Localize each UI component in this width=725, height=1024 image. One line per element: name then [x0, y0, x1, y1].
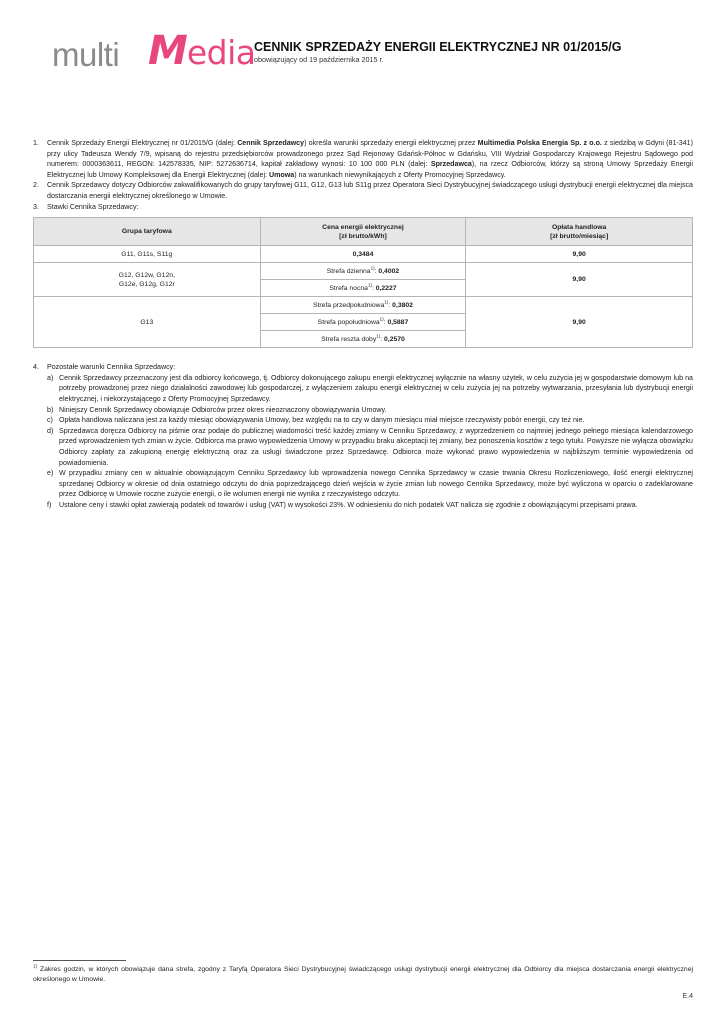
row1-price — [260, 246, 466, 263]
separator: : — [380, 335, 385, 343]
list-item-text: W przypadku zmiany cen w aktualnie obowiązującym Cenniku Sprzedawcy lub wprowadzenia nowego Cennika Sprzedawcy w czasie trwania Okresu Rozliczeniowego, ilość energii elektrycznej sprzedanej Odbiorcy w okresie od dnia ostatniego odczytu do dnia poprzedzającego dzień wejścia w życie zmian lub nowego Cennika Sprzedawcy, może być wyliczona w oparciu o zadeklarowane przez Odbiorcę w Umowie roczne zużycie energii, o ile wolumen energii nie wynika z rzeczywistego odczytu. — [59, 469, 693, 499]
footnote-marker: 1) — [370, 265, 375, 271]
row3-zone2 — [260, 314, 466, 331]
section-2-number: 2. — [33, 181, 39, 190]
header-energy-price — [260, 218, 466, 246]
logo-text-edia: edia — [186, 33, 256, 72]
section-2-text: Cennik Sprzedawcy dotyczy Odbiorców zakwalifikowanych do grupy taryfowej G11, G12, G13 lub S11g przez Operatora Sieci Dystrybucyjnej świadczącego usługi dystrybucji energii elektrycznej dla miejsca dostarczania energii elektrycznej określonego w Umowie. — [47, 181, 693, 200]
row2-zone2 — [260, 280, 466, 297]
list-item-text: Cennik Sprzedawcy przeznaczony jest dla odbiorcy końcowego, tj. Odbiorcy dokonującego zakupu energii elektrycznej wyłącznie na własny użytek, w celu zużycia jej w gospodarstwie domowym lub na potrzeby prowadzonej przez niego działalności zawodowej lub gospodarczej, z wyłączeniem zakupu energii elektrycznej w celu zużycia jej na potrzeby wytwarzania, przesyłania lub dystrybucji energii elektrycznej, i niekorzystającego z Oferty Promocyjnej Sprzedawcy. — [59, 373, 693, 403]
row3-fee-value: 9,90 — [572, 318, 586, 326]
row2-zone1-label: Strefa dzienna — [326, 267, 371, 275]
row3-zone1-value: 0,3802 — [392, 301, 413, 309]
separator: : — [388, 301, 393, 309]
separator: : — [374, 267, 379, 275]
table-row — [34, 297, 693, 314]
footnote-divider — [33, 960, 126, 961]
section-1-bold-sprzedawca: Sprzedawca — [430, 160, 472, 169]
section-1-text-a: Cennik Sprzedaży Energii Elektrycznej nr 01/2015/G (dalej: — [47, 139, 238, 147]
list-item-letter: d) — [47, 426, 54, 435]
row2-fee — [466, 263, 693, 297]
row2-zone2-value: 0,2227 — [375, 284, 397, 292]
footnote — [33, 965, 693, 985]
row3-zone3 — [260, 331, 466, 348]
footnote-marker: 1) — [384, 299, 389, 305]
section-4-number: 4. — [33, 363, 39, 372]
list-item — [47, 405, 693, 416]
row2-zone1-value: 0,4002 — [378, 267, 400, 275]
footnote-number: 1) — [33, 963, 38, 969]
list-item-letter: b) — [47, 405, 54, 414]
logo-text-multi: multi — [52, 36, 120, 73]
logo-text-media — [148, 28, 255, 74]
list-item — [47, 500, 693, 511]
section-1 — [33, 138, 693, 180]
list-item-letter: f) — [47, 500, 52, 509]
list-item-letter: c) — [47, 416, 53, 425]
table-row — [34, 263, 693, 280]
row3-zone1-label: Strefa przedpołudniowa — [312, 301, 385, 309]
list-item-text: Ustalone ceny i stawki opłat zawierają podatek od towarów i usług (VAT) w wysokości 23%. W odniesieniu do nich podatek VAT nalicza się zgodnie z obowiązującymi przepisami prawa. — [59, 500, 638, 509]
section-3 — [33, 202, 693, 213]
list-item-letter: e) — [47, 469, 54, 478]
header-tariff-group: Grupa taryfowa — [34, 218, 261, 246]
row2-zone1 — [260, 263, 466, 280]
footnote-marker: 1) — [367, 282, 372, 288]
document-title: CENNIK SPRZEDAŻY ENERGII ELEKTRYCZNEJ NR 01/2015/G — [254, 40, 622, 54]
section-3-text: Stawki Cennika Sprzedawcy: — [47, 202, 139, 211]
separator: : — [383, 318, 388, 326]
row1-price-value: 0,3484 — [352, 250, 374, 258]
row3-zone2-label: Strefa popołudniowa — [317, 318, 380, 326]
document-body — [33, 138, 693, 510]
footnote-marker: 1) — [376, 333, 381, 339]
list-item — [47, 468, 693, 500]
row2-zone2-label: Strefa nocna — [329, 284, 368, 292]
header-energy-price-line2: [zł brutto/kWh] — [339, 232, 387, 240]
section-1-text-e: ) na warunkach niewynikających z Oferty Promocyjnej Sprzedawcy. — [294, 170, 506, 179]
section-2 — [33, 180, 693, 201]
row3-zone2-value: 0,5887 — [387, 318, 409, 326]
row3-group: G13 — [34, 297, 261, 348]
section-1-bold-cennik: Cennik Sprzedawcy — [237, 139, 305, 147]
header-trade-fee-line2: [zł brutto/miesiąc] — [550, 232, 609, 240]
header-trade-fee — [466, 218, 693, 246]
page-number: E.4 — [682, 993, 693, 1000]
row1-fee — [466, 246, 693, 263]
row3-zone3-label: Strefa reszta doby — [321, 335, 377, 343]
document-subtitle: obowiązujący od 19 października 2015 r. — [254, 55, 384, 64]
list-item-letter: a) — [47, 373, 54, 382]
section-1-number: 1. — [33, 139, 39, 147]
row2-group-line1: G12, G12w, G12n, — [118, 271, 175, 279]
header-trade-fee-line1: Opłata handlowa — [551, 223, 607, 231]
row3-zone1 — [260, 297, 466, 314]
list-item-text: Opłata handlowa naliczana jest za każdy miesiąc obowiązywania Umowy, bez względu na to czy w danym miesiącu miał miejsce rzeczywisty pobór energii, czy też nie. — [59, 416, 585, 425]
separator: : — [371, 284, 376, 292]
section-4-text: Pozostałe warunki Cennika Sprzedawcy: — [47, 363, 176, 372]
row3-zone3-value: 0,2570 — [384, 335, 405, 343]
list-item-text: Niniejszy Cennik Sprzedawcy obowiązuje Odbiorców przez okres nieoznaczony obowiązywania Umowy. — [59, 405, 387, 414]
list-item — [47, 426, 693, 468]
header-energy-price-line1: Cena energii elektrycznej — [322, 223, 404, 231]
list-item-text: Sprzedawca doręcza Odbiorcy na piśmie oraz podaje do publicznej wiadomości treść każdej zmiany w Cenniku Sprzedawcy, z wyprzedzeniem co najmniej jednego pełnego miesiąca kalendarzowego przed wprowadzeniem tych zmian w życie. Odbiorca ma prawo wypowiedzenia Umowy w przypadku braku akceptacji tej zmiany, bez ponoszenia kosztów z tego tytułu. Powyższe nie wyłącza obowiązku Odbiorcy zapłaty za zakupioną energię elektryczną oraz za usługi świadczone przez Sprzedawcę. Odbiorca może wykonać prawo wypowiedzenia w najbliższym terminie wypowiedzenia od powiadomienia. — [59, 426, 693, 467]
list-item — [47, 415, 693, 426]
section-1-text-c: z siedzibą w Gdyni (81-341) przy ulicy Tadeusza Wendy 7/9, wpisaną do rejestru przedsiębiorców prowadzonego przez Sąd Rejonowy Gdańsk-Północ w Gdańsku, VIII Wydział Gospodarczy Krajowego Rejestru Sądowego pod numerem: 0000363611, REGON: 142578335, NIP: 5272636714, kapitał zakładowy wynosi: 10 100 000 PLN (dalej: — [47, 139, 693, 169]
section-4 — [33, 362, 693, 373]
section-1-bold-company: Multimedia Polska Energia Sp. z o.o. — [477, 139, 602, 147]
section-4-list — [33, 373, 693, 511]
row2-fee-value: 9,90 — [572, 276, 586, 284]
logo-letter-m: M — [148, 28, 187, 74]
list-item — [47, 373, 693, 405]
section-1-text-b: ) określa warunki sprzedaży energii elektrycznej przez — [304, 139, 478, 147]
row2-group — [34, 263, 261, 297]
row1-fee-value: 9,90 — [572, 250, 586, 258]
section-3-number: 3. — [33, 202, 39, 211]
footnote-text: Zakres godzin, w których obowiązuje dana strefa, zgodny z Taryfą Operatora Sieci Dystrybucyjnej świadczącego usługi dystrybucji energii elektrycznej dla Odbiorcy dla miejsca dostarczania energii elektrycznej określonego w Umowie. — [33, 966, 694, 983]
row3-fee — [466, 297, 693, 348]
row2-group-line2: G12e, G12g, G12r — [118, 280, 175, 288]
section-1-text-d: ), na rzecz Odbiorców, którzy są stroną Umowy Sprzedaży Energii Elektrycznej lub Umowy Kompleksowej dla Energii Elektrycznej (dalej: — [47, 160, 694, 179]
section-1-bold-umowa: Umowa — [268, 170, 295, 179]
rates-table — [33, 217, 693, 348]
footnote-marker: 1) — [379, 316, 384, 322]
table-row — [34, 246, 693, 263]
row1-group: G11, G11s, S11g — [34, 246, 261, 263]
table-header-row — [34, 218, 693, 246]
